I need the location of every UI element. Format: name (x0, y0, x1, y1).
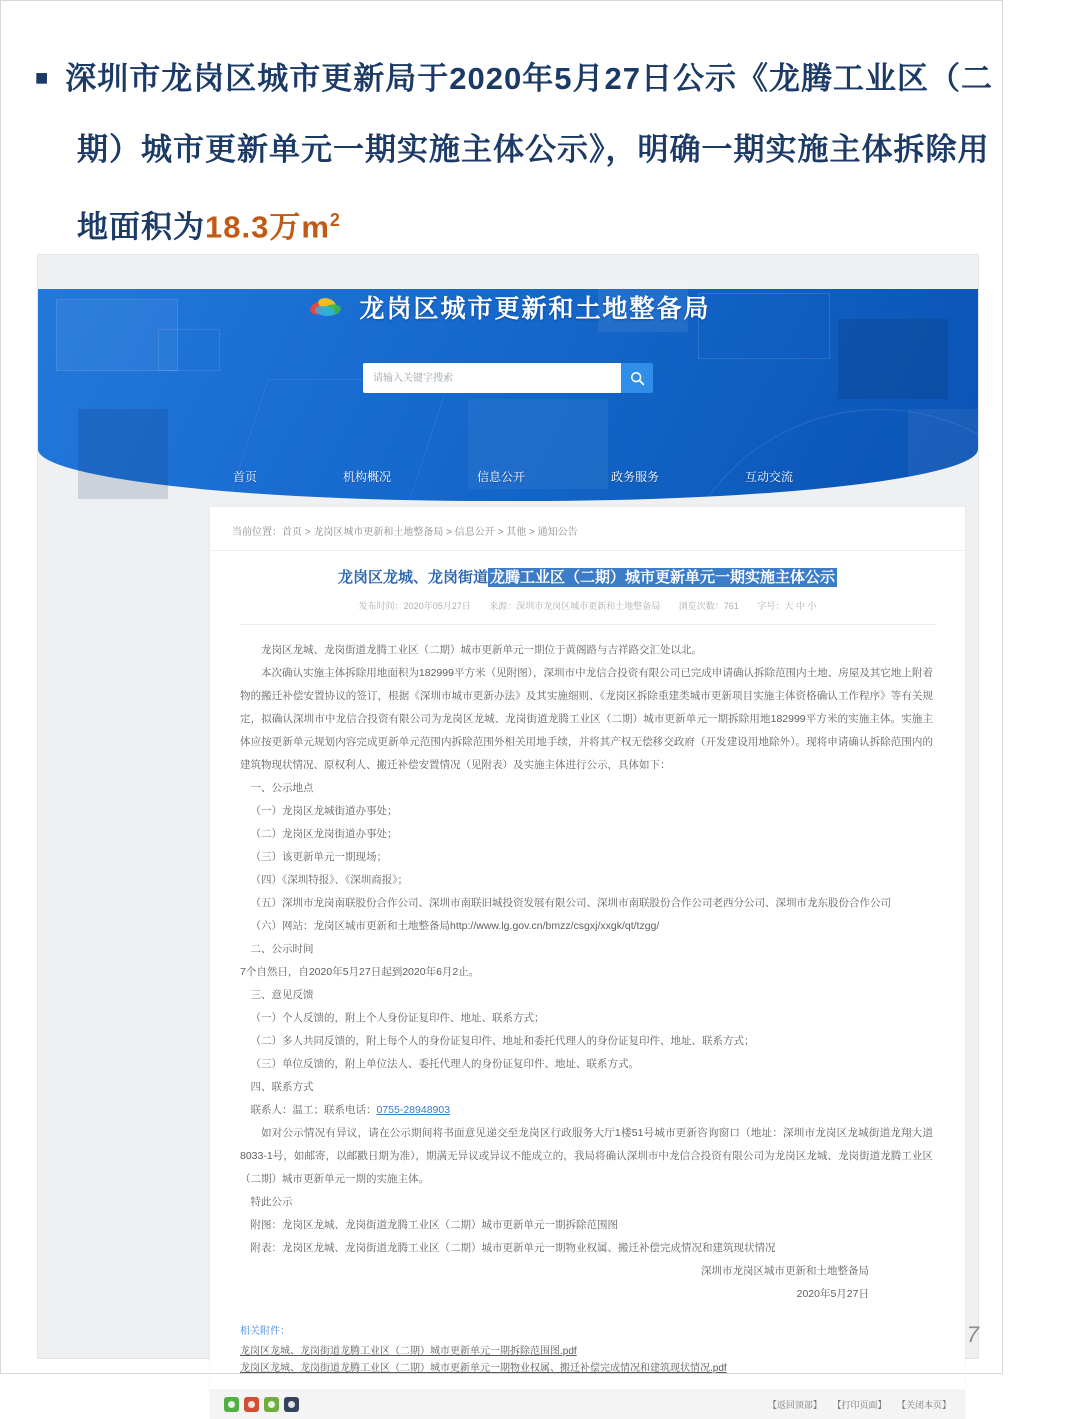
breadcrumb[interactable]: 当前位置：首页 > 龙岗区城市更新和土地整备局 > 信息公开 > 其他 > 通知公告 (210, 507, 965, 551)
site-title: 龙岗区城市更新和土地整备局 (359, 295, 711, 323)
closing-line: 特此公示 (250, 1196, 293, 1208)
list-item: （四）《深圳特报》、《深圳商报》； (250, 874, 408, 886)
nav-item-home[interactable]: 首页 (233, 470, 258, 484)
section-heading: 一、公示地点 (250, 782, 314, 794)
list-item: （一）龙岗区龙城街道办事处； (250, 805, 398, 817)
attachment-link-property-status[interactable]: 龙岗区龙城、龙岗街道龙腾工业区（二期）城市更新单元一期物业权属、搬迁补偿完成情况和建筑现状情况.pdf (240, 1363, 727, 1374)
section-heading: 二、公示时间 (250, 943, 314, 955)
close-page-button[interactable]: 【关闭本页】 (896, 1399, 951, 1410)
site-banner (38, 289, 978, 501)
contact-line (240, 1099, 933, 1122)
view-count: 浏览次数：761 (678, 601, 739, 611)
website-screenshot-frame (38, 255, 978, 1410)
nav-item-about[interactable]: 机构概况 (342, 470, 391, 484)
wechat-share-icon[interactable] (224, 1397, 239, 1412)
banner-decoration (78, 409, 168, 499)
section-heading: 三、意见反馈 (250, 989, 314, 1001)
article-body (210, 625, 965, 1306)
paragraph: 龙岗区龙城、龙岗街道龙腾工业区（二期）城市更新单元一期位于黄阁路与吉祥路交汇处以北。 (261, 644, 702, 656)
headline-text: 深圳市龙岗区城市更新局于2020年5月27日公示《龙腾工业区（二期）城市更新单元一期实施主体公示》，明确一期实施主体拆除用地面积为 (65, 61, 993, 245)
print-page-button[interactable]: 【打印页面】 (832, 1399, 887, 1410)
annex-figure-line: 附图：龙岗区龙城、龙岗街道龙腾工业区（二期）城市更新单元一期拆除范围图 (250, 1219, 618, 1231)
weibo-share-icon[interactable] (244, 1397, 259, 1412)
contact-text: 联系人：温工；联系电话： (250, 1104, 377, 1116)
attachments-label: 相关附件： (240, 1326, 290, 1337)
list-item: （三）单位反馈的，附上单位法人、委托代理人的身份证复印件、地址、联系方式。 (250, 1058, 639, 1070)
search-input[interactable] (363, 363, 621, 393)
slide-headline (35, 42, 1007, 262)
nav-item-interaction[interactable]: 互动交流 (744, 470, 793, 484)
article-title (240, 567, 935, 589)
signature-org: 深圳市龙岗区城市更新和土地整备局 (701, 1265, 869, 1277)
qzone-share-icon[interactable] (264, 1397, 279, 1412)
search-icon (630, 371, 645, 386)
content-card (210, 507, 965, 1419)
attachments-section (210, 1306, 965, 1385)
paragraph: 本次确认实施主体拆除用地面积为182999平方米（见附图），深圳市中龙信合投资有限公司已完成申请确认拆除范围内土地、房屋及其它地上附着物的搬迁补偿安置协议的签订，根据《深圳市城市更新办法》及其实施细则、《龙岗区拆除重建类城市更新项目实施主体资格确认工作程序》等有关规定，拟确认深圳市中龙信合投资有限公司为龙岗区龙城、龙岗街道龙腾工业区（二期）城市更新单元一期拆除用地182999平方米的实施主体。实施主体应按更新单元规划内容完成更新单元范围内拆除范围外相关用地手续，并将其产权无偿移交政府（开发建设用地除外）。现将申请确认拆除范围内的建筑物现状情况、原权利人、搬迁补偿安置情况（见附表）及实施主体进行公示，具体如下： (240, 667, 933, 771)
slide-page-number: 7 (966, 1322, 979, 1347)
source: 来源：深圳市龙岗区城市更新和土地整备局 (489, 601, 661, 611)
annex-table-line: 附表：龙岗区龙城、龙岗街道龙腾工业区（二期）城市更新单元一期物业权属、搬迁补偿完成情况和建筑现状情况 (250, 1242, 776, 1254)
list-item: （一）个人反馈的，附上个人身份证复印件、地址、联系方式； (250, 1012, 545, 1024)
main-navigation (233, 468, 793, 485)
qq-share-icon[interactable] (284, 1397, 299, 1412)
article-title-prefix: 龙岗区龙城、龙岗街道 (337, 569, 488, 586)
search-button[interactable] (621, 363, 653, 393)
headline-accent-value: 18.3万m (205, 209, 330, 245)
article-title-highlighted: 龙腾工业区（二期）城市更新单元一期实施主体公示 (490, 569, 836, 586)
attachment-link-demolition-map[interactable]: 龙岗区龙城、龙岗街道龙腾工业区（二期）城市更新单元一期拆除范围图.pdf (240, 1346, 577, 1357)
paragraph: 如对公示情况有异议，请在公示期间将书面意见递交至龙岗区行政服务大厅1楼51号城市更新咨询窗口（地址：深圳市龙岗区龙城街道龙翔大道8033-1号，如邮寄，以邮戳日期为准），期满无异议或异议不能成立的，我局将确认深圳市中龙信合投资有限公司为龙岗区龙城、龙岗街道龙腾工业区（二期）城市更新单元一期的实施主体。 (240, 1127, 933, 1185)
nav-item-services[interactable]: 政务服务 (610, 470, 659, 484)
headline-accent-sup: 2 (329, 210, 341, 230)
nav-item-info-disclosure[interactable]: 信息公开 (476, 470, 525, 484)
font-size-switch[interactable]: 字号：大 中 小 (757, 601, 817, 611)
bullet-square-icon: ■ (35, 65, 50, 90)
signature-date: 2020年5月27日 (796, 1288, 869, 1300)
phone-link[interactable]: 0755-28948903 (376, 1104, 451, 1116)
paragraph: 7个自然日，自2020年5月27日起到2020年6月2止。 (240, 966, 480, 978)
list-item: （三）该更新单元一期现场； (250, 851, 387, 863)
list-item: （二）龙岗区龙岗街道办事处； (250, 828, 398, 840)
article-meta (240, 599, 935, 625)
site-logo-icon (305, 292, 347, 322)
publish-date: 发布时间：2020年05月27日 (358, 601, 471, 611)
list-item: （五）深圳市龙岗南联股份合作公司、深圳市南联旧城投资发展有限公司、深圳市南联股份合作公司老西分公司、深圳市龙东股份合作公司 (250, 897, 891, 909)
page-footbar (210, 1389, 965, 1419)
section-heading: 四、联系方式 (250, 1081, 314, 1093)
list-item: （六）网站：龙岗区城市更新和土地整备局http://www.lg.gov.cn/bmzz/csgxj/xxgk/qt/tzgg/ (250, 920, 660, 932)
back-to-top-button[interactable]: 【返回顶部】 (767, 1399, 822, 1410)
list-item: （二）多人共同反馈的，附上每个人的身份证复印件、地址和委托代理人的身份证复印件、地址、联系方式； (250, 1035, 755, 1047)
